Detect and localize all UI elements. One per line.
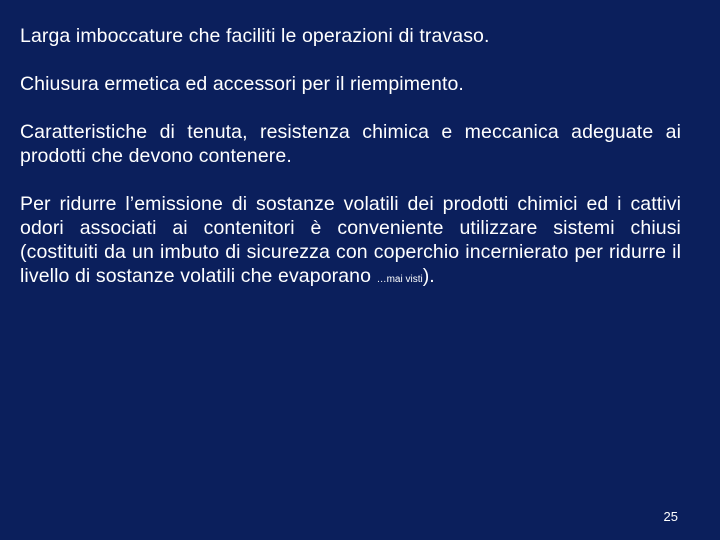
paragraph-volatile-emissions bbox=[20, 192, 681, 292]
paragraph-seal-characteristics: Caratteristiche di tenuta, resistenza chimica e meccanica adeguate ai prodotti che devono contenere. bbox=[20, 121, 681, 167]
paragraph-volatile-emissions-text: Per ridurre l’emissione di sostanze volatili dei prodotti chimici ed i cattivi odori associati ai contenitori è conveniente utilizzare sistemi chiusi (costituiti da un imbuto di sicurezza con coperchio incernierato per ridurre il livello di sostanze volatili che evaporano bbox=[20, 193, 681, 287]
paragraph-hermetic-closure: Chiusura ermetica ed accessori per il riempimento. bbox=[20, 73, 464, 95]
aside-note: …mai visti bbox=[376, 274, 423, 285]
paragraph-wide-openings: Larga imboccature che faciliti le operazioni di travaso. bbox=[20, 25, 490, 47]
paragraph-closing: ). bbox=[422, 265, 435, 287]
page-number: 25 bbox=[663, 509, 678, 524]
slide-content bbox=[20, 24, 681, 316]
